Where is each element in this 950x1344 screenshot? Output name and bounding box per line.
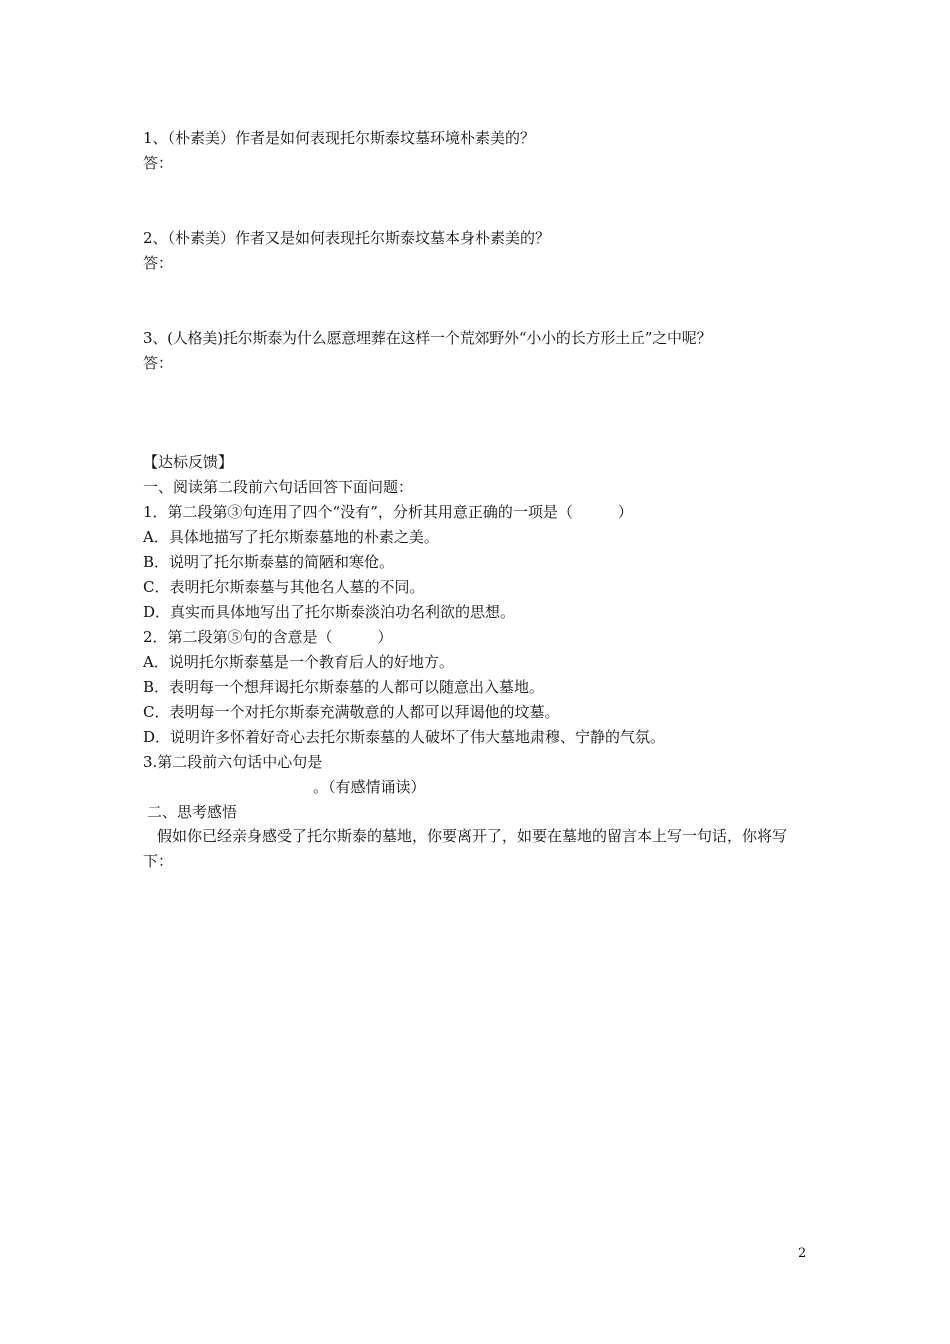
- mc-question-2-option-b: B．表明每一个想拜谒托尔斯泰墓的人都可以随意出入墓地。: [143, 678, 545, 696]
- part1-title: 一、阅读第二段前六句话回答下面问题：: [143, 478, 414, 496]
- answer-label-3: 答：: [143, 354, 174, 372]
- feedback-heading: 【达标反馈】: [143, 453, 234, 471]
- part2-prompt: 假如你已经亲身感受了托尔斯泰的墓地，你要离开了，如要在墓地的留言本上写一句话，你将写下：: [143, 827, 788, 870]
- mc-question-2-option-c: C．表明每一个对托尔斯泰充满敬意的人都可以拜谒他的坟墓。: [143, 703, 560, 721]
- mc-question-1-stem: 1．第二段第③句连用了四个“没有”，分析其用意正确的一项是（ ）: [143, 503, 633, 521]
- page-number: 2: [798, 1246, 807, 1261]
- answer-label-1: 答：: [143, 154, 174, 172]
- mc-question-2-stem: 2．第二段第⑤句的含意是（ ）: [143, 628, 393, 646]
- mc-question-1-option-b: B．说明了托尔斯泰墓的简陋和寒伧。: [143, 553, 395, 571]
- question-3-tail: 。（有感情诵读）: [313, 778, 426, 796]
- question-3: 3、(人格美)托尔斯泰为什么愿意埋葬在这样一个荒郊野外“小小的长方形土丘”之中呢？: [143, 329, 712, 347]
- mc-question-2-option-d: D．说明许多怀着好奇心去托尔斯泰墓的人破坏了伟大墓地肃穆、宁静的气氛。: [143, 728, 666, 746]
- mc-question-1-option-d: D．真实而具体地写出了托尔斯泰淡泊功名利欲的思想。: [143, 603, 516, 621]
- mc-question-2-option-a: A．说明托尔斯泰墓是一个教育后人的好地方。: [143, 653, 454, 671]
- question-1: 1、（朴素美）作者是如何表现托尔斯泰坟墓环境朴素美的？: [143, 129, 536, 147]
- answer-label-2: 答：: [143, 254, 174, 272]
- mc-question-1-option-c: C．表明托尔斯泰墓与其他名人墓的不同。: [143, 578, 425, 596]
- question-3-stem: 3.第二段前六句话中心句是: [143, 753, 323, 771]
- part2-title: 二、思考感悟: [147, 803, 238, 821]
- mc-question-1-option-a: A．具体地描写了托尔斯泰墓地的朴素之美。: [143, 528, 439, 546]
- question-2: 2、（朴素美）作者又是如何表现托尔斯泰坟墓本身朴素美的？: [143, 229, 551, 247]
